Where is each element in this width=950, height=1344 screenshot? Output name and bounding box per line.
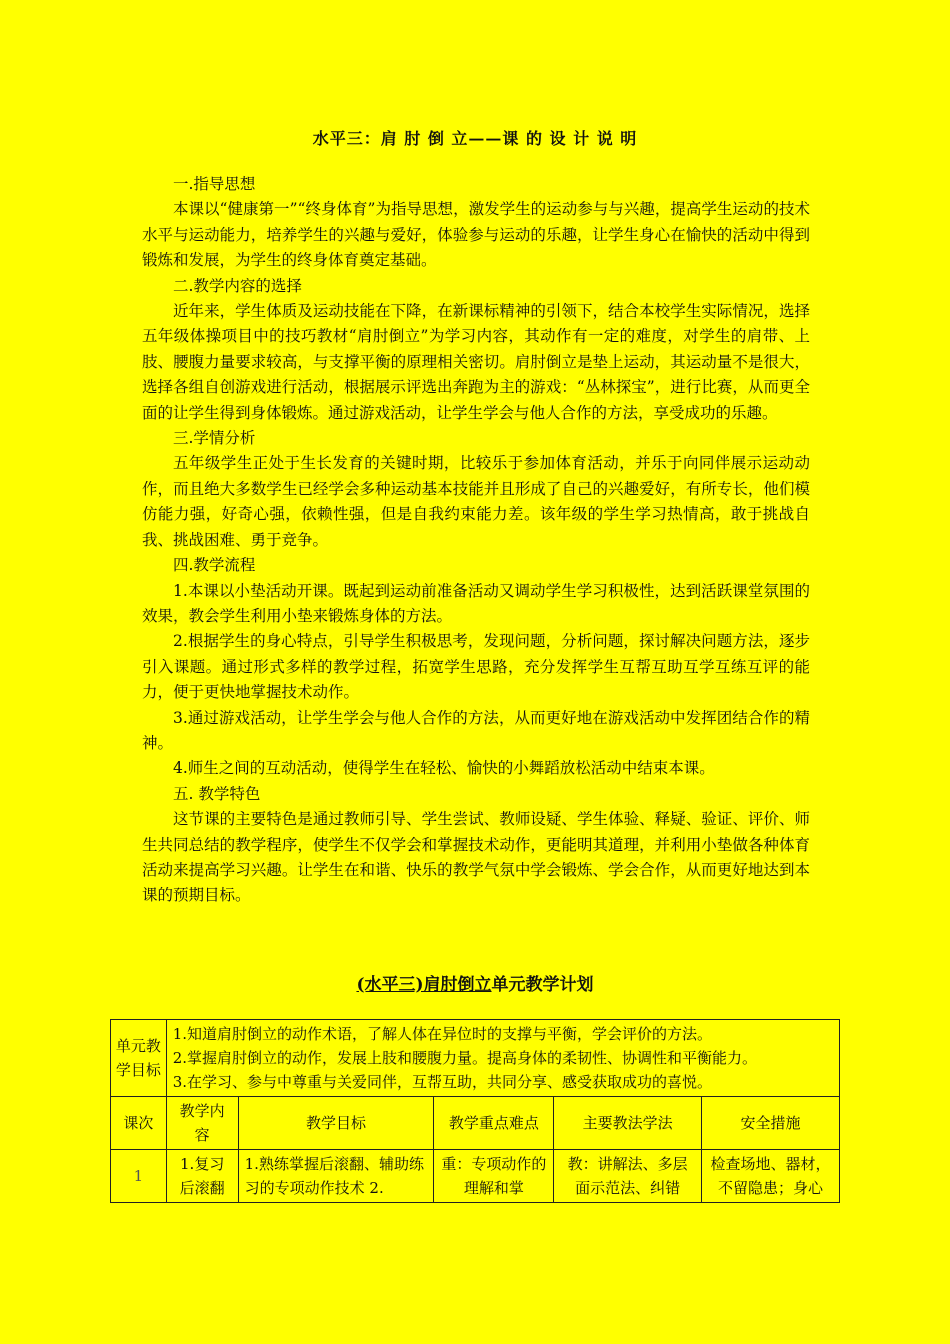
goal-label-cell: 单元教学目标 bbox=[111, 1020, 167, 1097]
header-cell: 课次 bbox=[111, 1097, 167, 1150]
document-title: 水平三：肩 肘 倒 立——课 的 设 计 说 明 bbox=[312, 129, 638, 148]
paragraph: 4.师生之间的互动活动，使得学生在轻松、愉快的小舞蹈放松活动中结束本课。 bbox=[173, 759, 715, 778]
unit-plan-table bbox=[110, 1019, 840, 1203]
section-heading: 一.指导思想 bbox=[173, 175, 256, 193]
paragraph: 1.本课以小垫活动开课。既起到运动前准备活动又调动学生学习积极性，达到活跃课堂氛围的效果，教会学生利用小垫来锻炼身体的方法。 bbox=[142, 581, 810, 625]
header-cell: 教学重点难点 bbox=[434, 1097, 554, 1150]
paragraph: 近年来，学生体质及运动技能在下降，在新课标精神的引领下，结合本校学生实际情况，选择五年级体操项目中的技巧教材“肩肘倒立”为学习内容，其动作有一定的难度，对学生的肩带、上肢、腰腹力量要求较高，与支撑平衡的原理相关密切。肩肘倒立是垫上运动，其运动量不是很大，选择各组自创游戏进行活动，根据展示评选出奔跑为主的游戏：“丛林探宝”，进行比赛，从而更全面的让学生得到身体锻炼。通过游戏活动，让学生学会与他人合作的方法，享受成功的乐趣。 bbox=[142, 302, 810, 422]
table-row bbox=[111, 1150, 840, 1203]
key-points-cell: 重：专项动作的理解和掌 bbox=[434, 1150, 554, 1203]
section-heading: 四.教学流程 bbox=[173, 556, 256, 575]
header-cell: 教学目标 bbox=[238, 1097, 434, 1150]
paragraph: 3.通过游戏活动，让学生学会与他人合作的方法，从而更好地在游戏活动中发挥团结合作的精神。 bbox=[142, 708, 810, 752]
header-cell: 主要教法学法 bbox=[554, 1097, 702, 1150]
goal-cell: 1.熟练掌握后滚翻、辅助练习的专项动作技术 2. bbox=[238, 1150, 434, 1203]
goal-item: 3.在学习、参与中尊重与关爱同伴，互帮互助，共同分享、感受获取成功的喜悦。 bbox=[172, 1073, 713, 1091]
section-heading: 五. 教学特色 bbox=[173, 784, 261, 803]
plan-title-underlined: (水平三)肩肘倒立 bbox=[356, 975, 492, 995]
goal-item: 1.知道肩肘倒立的动作术语，了解人体在异位时的支撑与平衡，学会评价的方法。 bbox=[172, 1025, 713, 1043]
header-row bbox=[111, 1097, 840, 1150]
document-body bbox=[142, 172, 810, 909]
header-cell: 教学内容 bbox=[166, 1097, 238, 1150]
method-cell: 教：讲解法、多层面示范法、纠错 bbox=[554, 1150, 702, 1203]
goal-list-cell bbox=[166, 1020, 839, 1097]
safety-cell: 检查场地、器材，不留隐患；身心 bbox=[702, 1150, 840, 1203]
paragraph: 本课以“健康第一”“终身体育”为指导思想，激发学生的运动参与与兴趣，提高学生运动的技术水平与运动能力，培养学生的兴趣与爱好，体验参与运动的乐趣，让学生身心在愉快的活动中得到锻炼和发展，为学生的终身体育奠定基础。 bbox=[142, 200, 810, 270]
section-heading: 二.教学内容的选择 bbox=[173, 276, 302, 295]
lesson-number-cell: 1 bbox=[111, 1150, 167, 1203]
header-cell: 安全措施 bbox=[702, 1097, 840, 1150]
goal-row bbox=[111, 1020, 840, 1097]
plan-title-rest: 单元教学计划 bbox=[491, 975, 594, 995]
goal-item: 2.掌握肩肘倒立的动作，发展上肢和腰腹力量。提高身体的柔韧性、协调性和平衡能力。 bbox=[172, 1049, 758, 1067]
plan-title bbox=[0, 970, 950, 995]
paragraph: 这节课的主要特色是通过教师引导、学生尝试、教师设疑、学生体验、释疑、验证、评价、师生共同总结的教学程序，使学生不仅学会和掌握技术动作，更能明其道理，并利用小垫做各种体育活动来提高学习兴趣。让学生在和谐、快乐的教学气氛中学会锻炼、学会合作，从而更好地达到本课的预期目标。 bbox=[142, 810, 810, 905]
paragraph: 五年级学生正处于生长发育的关键时期，比较乐于参加体育活动，并乐于向同伴展示运动动作，而且绝大多数学生已经学会多种运动基本技能并且形成了自己的兴趣爱好，有所专长，他们模仿能力强，好奇心强，依赖性强，但是自我约束能力差。该年级的学生学习热情高，敢于挑战自我、挑战困难、勇于竞争。 bbox=[142, 454, 810, 549]
section-heading: 三.学情分析 bbox=[173, 429, 256, 448]
paragraph: 2.根据学生的身心特点，引导学生积极思考，发现问题，分析问题，探讨解决问题方法，逐步引入课题。通过形式多样的教学过程，拓宽学生思路，充分发挥学生互帮互助互学互练互评的能力，便于更快地掌握技术动作。 bbox=[142, 632, 810, 702]
content-cell: 1.复习后滚翻 bbox=[166, 1150, 238, 1203]
